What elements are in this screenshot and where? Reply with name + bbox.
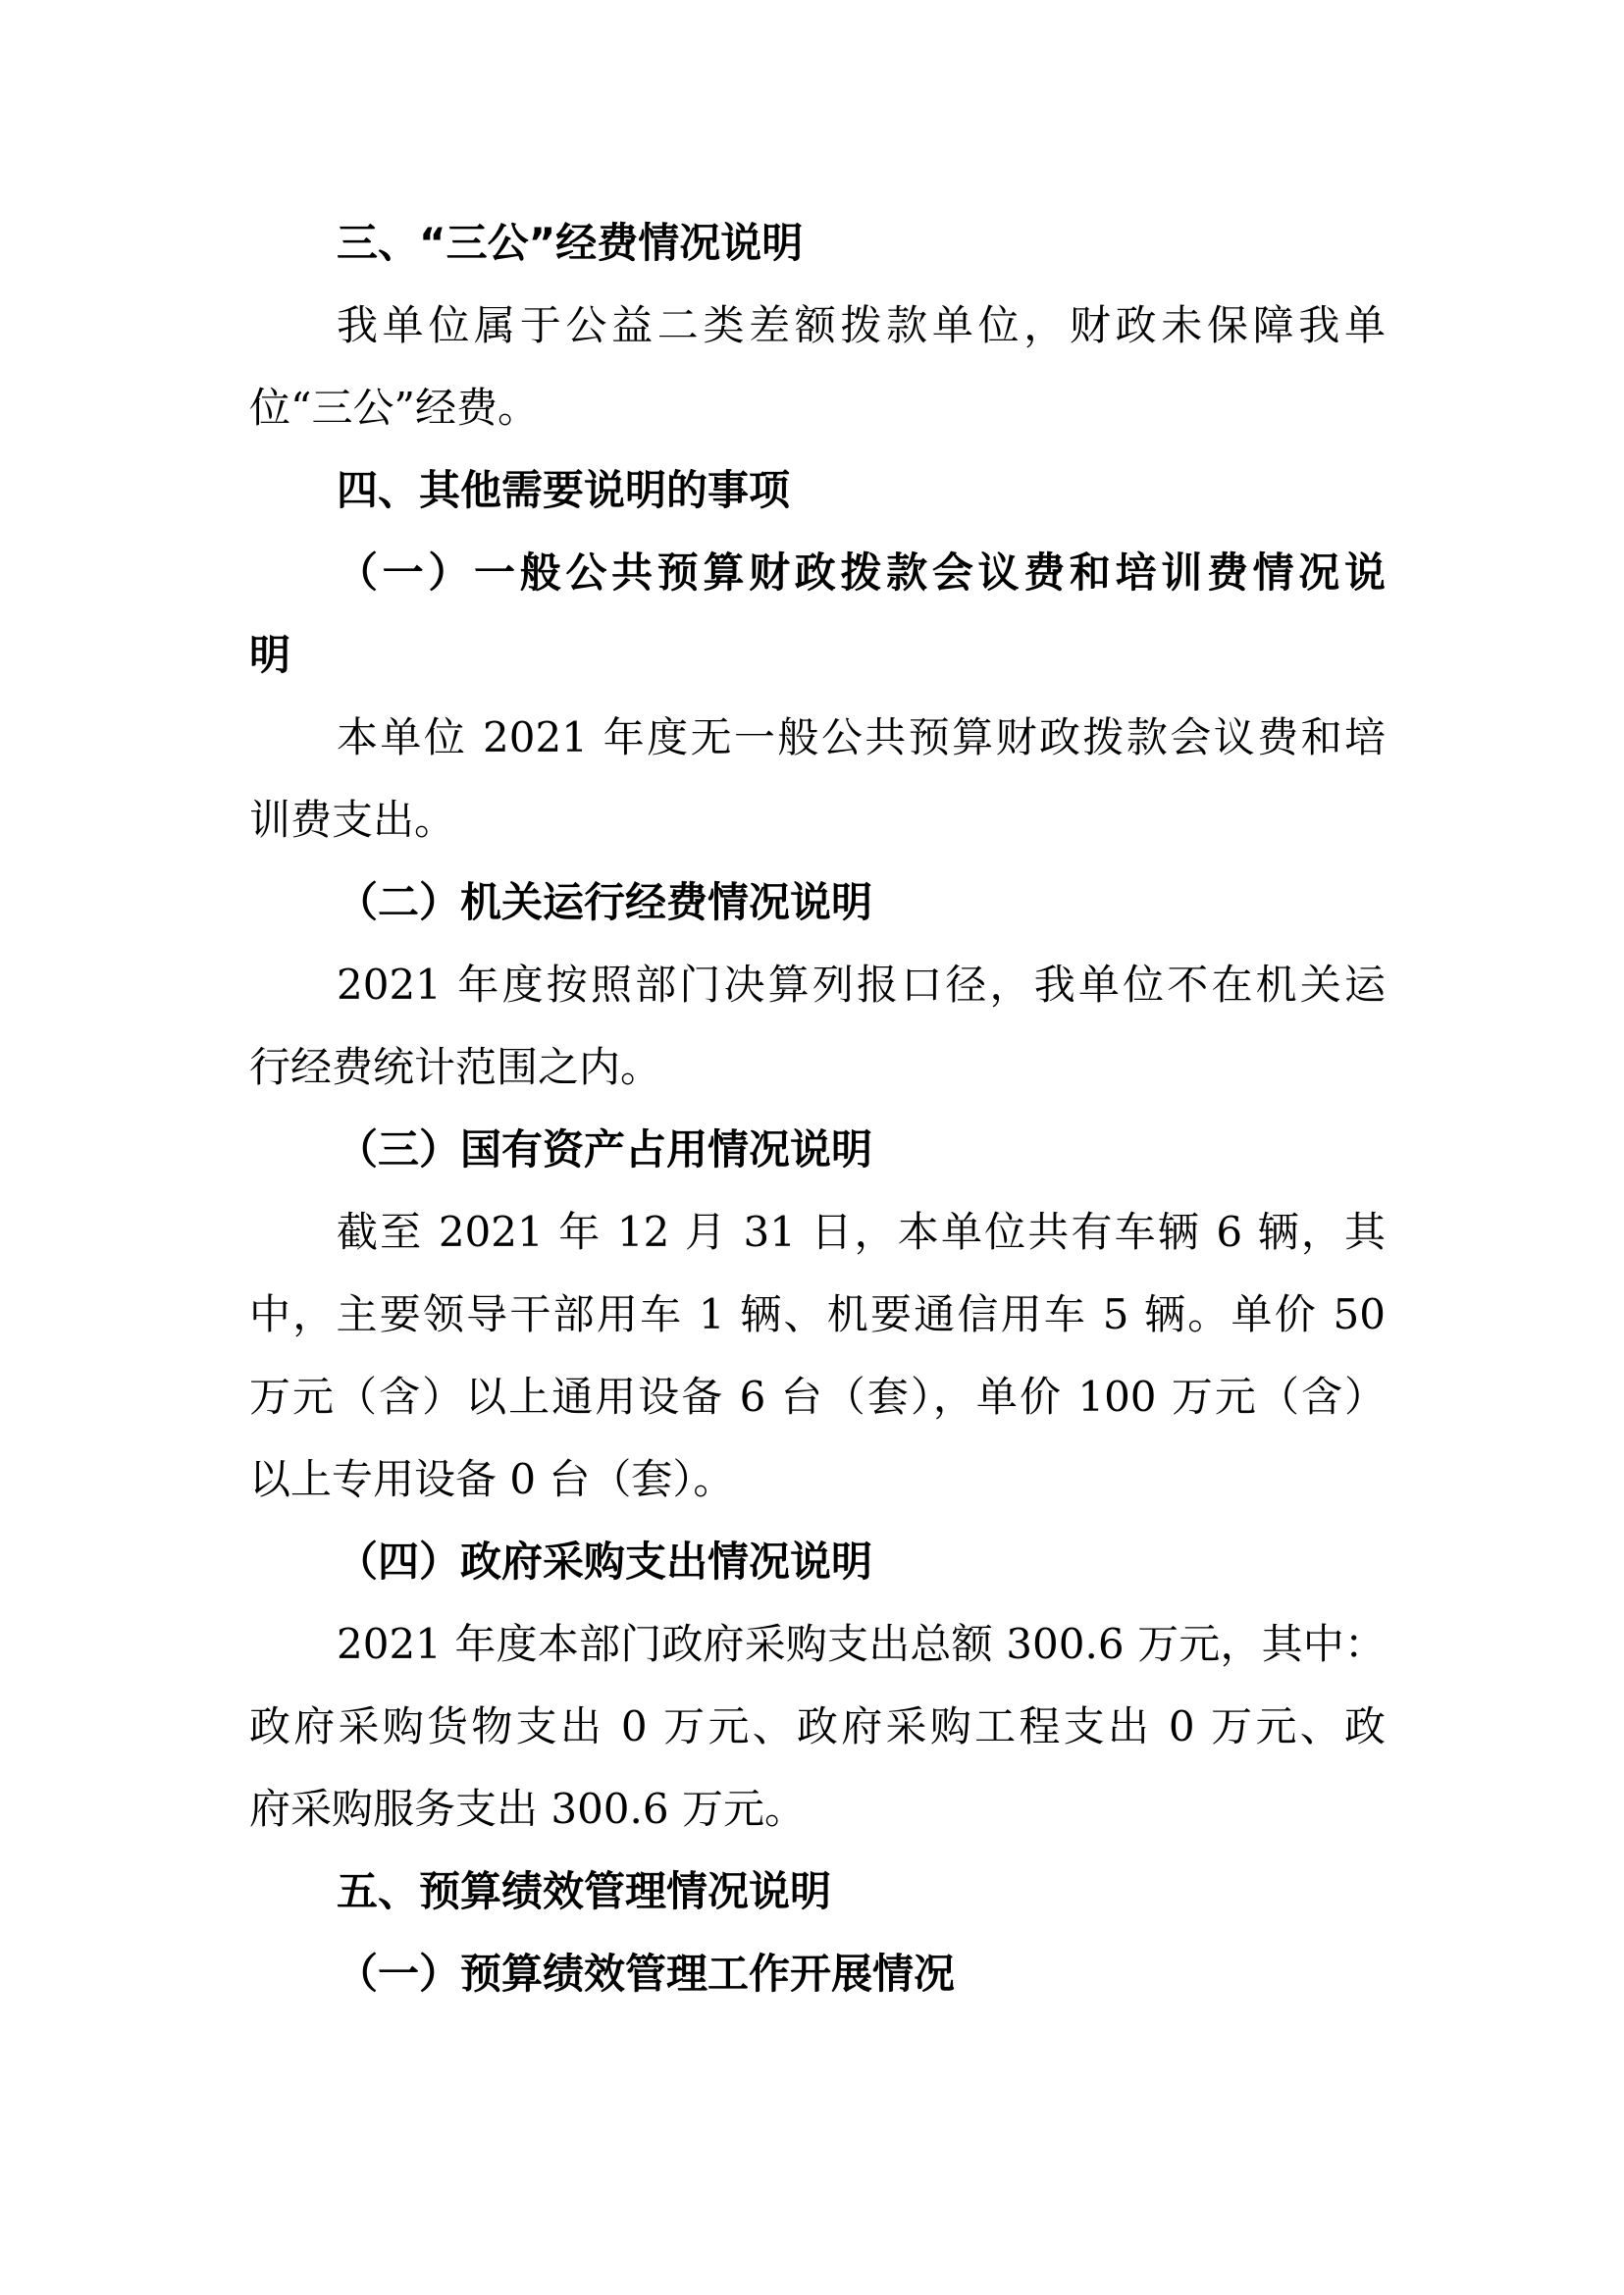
- section-4-4-paragraph-line-3: 府采购服务支出 300.6 万元。: [249, 1785, 806, 1833]
- section-5-heading: 五、预算绩效管理情况说明: [337, 1867, 832, 1915]
- section-4-3-paragraph-line-3: 万元（含）以上通用设备 6 台（套），单价 100 万元（含）: [249, 1373, 1386, 1421]
- section-4-2-paragraph-line-2: 行经费统计范围之内。: [249, 1043, 662, 1091]
- document-page: [249, 0, 1386, 2295]
- section-4-3-paragraph-line-4: 以上专用设备 0 台（套）。: [249, 1455, 735, 1503]
- section-4-3-paragraph-line-1: 截至 2021 年 12 月 31 日，本单位共有车辆 6 辆，其: [337, 1208, 1386, 1256]
- section-4-3-heading: （三）国有资产占用情况说明: [337, 1125, 873, 1174]
- section-3-paragraph-line-1: 我单位属于公益二类差额拨款单位，财政未保障我单: [337, 301, 1386, 349]
- section-5-1-heading: （一）预算绩效管理工作开展情况: [337, 1950, 956, 1998]
- section-4-2-paragraph-line-1: 2021 年度按照部门决算列报口径，我单位不在机关运: [337, 961, 1386, 1009]
- section-3-heading: 三、“三公”经费情况说明: [337, 219, 804, 267]
- section-4-1-heading-line-2: 明: [249, 631, 291, 679]
- section-4-1-paragraph-line-1: 本单位 2021 年度无一般公共预算财政拨款会议费和培: [337, 713, 1386, 761]
- section-4-2-heading: （二）机关运行经费情况说明: [337, 878, 873, 926]
- section-4-heading: 四、其他需要说明的事项: [337, 466, 791, 514]
- section-4-3-paragraph-line-2: 中，主要领导干部用车 1 辆、机要通信用车 5 辆。单价 50: [249, 1290, 1386, 1338]
- section-4-4-paragraph-line-1: 2021 年度本部门政府采购支出总额 300.6 万元，其中：: [337, 1620, 1386, 1668]
- section-3-paragraph-line-2: 位“三公”经费。: [249, 384, 539, 432]
- section-4-4-heading: （四）政府采购支出情况说明: [337, 1538, 873, 1586]
- section-4-4-paragraph-line-2: 政府采购货物支出 0 万元、政府采购工程支出 0 万元、政: [249, 1702, 1386, 1750]
- section-4-1-heading-line-1: （一）一般公共预算财政拨款会议费和培训费情况说: [337, 548, 1386, 597]
- section-4-1-paragraph-line-2: 训费支出。: [249, 796, 456, 844]
